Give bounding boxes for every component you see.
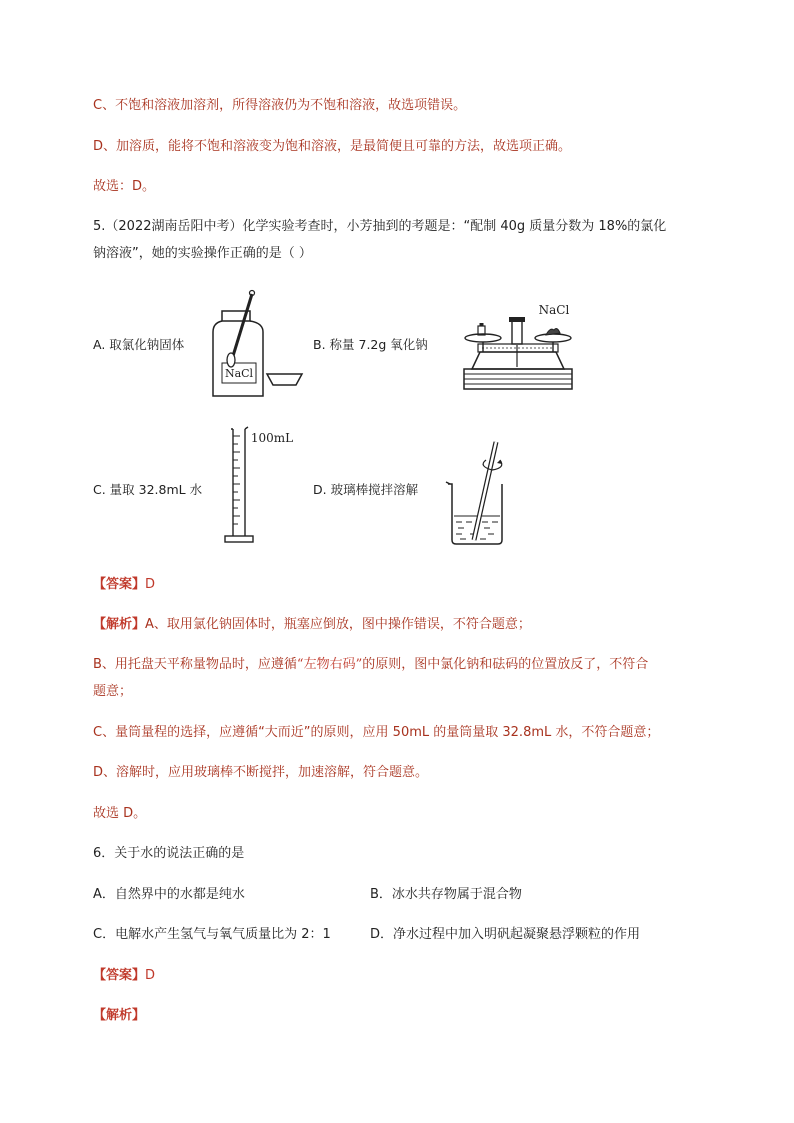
q5-analysis-line3: 题意； xyxy=(93,684,133,699)
q5-analysis-line2-quote: “左物右码” xyxy=(296,657,363,672)
q6-analysis-bracket: 【解析】 xyxy=(93,1008,146,1023)
q6-analysis-line xyxy=(93,1007,145,1025)
q5-stem-line1: 5.（2022湖南岳阳中考）化学实验考查时，小芳抽到的考题是：“配制 40g 质量分数为 18%的氯化 xyxy=(93,219,667,234)
q5-analysis-line2-pre: B、用托盘天平称量物品时，应遵循 xyxy=(93,657,297,672)
prev-option-c-analysis: C、不饱和溶液加溶剂，所得溶液仍为不饱和溶液，故选项错误。 xyxy=(93,98,467,113)
q6-option-c: C．电解水产生氢气与氧气质量比为 2：1 xyxy=(93,927,331,942)
q6-answer-bracket: 【答案】 xyxy=(93,968,146,983)
q6-option-a: A．自然界中的水都是纯水 xyxy=(93,887,245,902)
q6-answer-line xyxy=(93,967,155,985)
balance-figure xyxy=(458,297,578,393)
q6-stem: 6．关于水的说法正确的是 xyxy=(93,846,245,861)
q5-option-b-label: B. 称量 7.2g 氧化钠 xyxy=(313,337,428,352)
q6-answer-value: D xyxy=(145,968,156,983)
q5-answer-line xyxy=(93,576,155,594)
q5-stem-line2: 钠溶液”，她的实验操作正确的是（ ） xyxy=(93,246,312,261)
q5-option-a-label: A. 取氯化钠固体 xyxy=(93,337,185,352)
q5-answer-value: D xyxy=(145,577,156,592)
q5-answer-bracket: 【答案】 xyxy=(93,577,146,592)
prev-choose-line: 故选：D。 xyxy=(93,179,156,194)
q6-option-d: D．净水过程中加入明矾起凝聚悬浮颗粒的作用 xyxy=(370,927,641,942)
q5-analysis-bracket: 【解析】 xyxy=(93,617,146,632)
cylinder-label-text: 100mL xyxy=(250,431,294,445)
beaker-stirring-figure xyxy=(440,436,520,548)
q5-analysis-line2-post: 的原则，图中氯化钠和砝码的位置放反了，不符合 xyxy=(362,657,649,672)
q5-analysis-line5: D、溶解时，应用玻璃棒不断搅拌，加速溶解，符合题意。 xyxy=(93,765,429,780)
q5-analysis-line1-text: A、取用氯化钠固体时，瓶塞应倒放，图中操作错误，不符合题意； xyxy=(145,617,531,632)
q5-analysis-line4: C、量筒量程的选择，应遵循“大而近”的原则，应用 50mL 的量筒量取 32.8mL 水，不符合题意； xyxy=(93,725,660,740)
reagent-bottle-figure xyxy=(205,288,310,400)
q6-option-b: B．冰水共存物属于混合物 xyxy=(370,887,522,902)
q5-analysis-line1 xyxy=(93,616,531,634)
graduated-cylinder-figure xyxy=(220,424,300,546)
bottle-label-text: NaCl xyxy=(224,367,254,380)
q5-option-c-label: C. 量取 32.8mL 水 xyxy=(93,482,203,497)
balance-label-text: NaCl xyxy=(538,303,570,317)
q5-option-d-label: D. 玻璃棒搅拌溶解 xyxy=(313,482,419,497)
q5-analysis-line6: 故选 D。 xyxy=(93,806,147,821)
q5-analysis-line2 xyxy=(93,656,648,674)
prev-option-d-analysis: D、加溶质，能将不饱和溶液变为饱和溶液，是最简便且可靠的方法，故选项正确。 xyxy=(93,139,572,154)
